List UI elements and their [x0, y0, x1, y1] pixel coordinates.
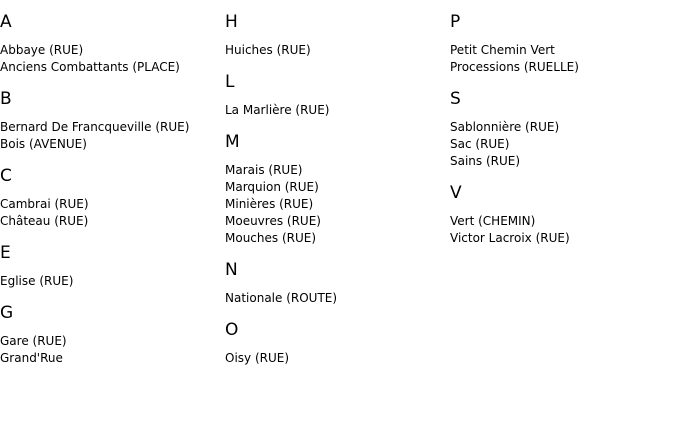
- letter-heading: C: [0, 166, 12, 186]
- street-link[interactable]: Abbaye (RUE): [0, 43, 84, 57]
- street-link[interactable]: Vert (CHEMIN): [450, 214, 536, 228]
- street-link[interactable]: Moeuvres (RUE): [225, 214, 321, 228]
- letter-heading: B: [0, 89, 12, 109]
- letter-heading: H: [225, 12, 238, 32]
- street-link[interactable]: Bernard De Francqueville (RUE): [0, 120, 190, 134]
- street-link[interactable]: Petit Chemin Vert: [450, 43, 555, 57]
- street-link[interactable]: Sac (RUE): [450, 137, 510, 151]
- street-link[interactable]: Eglise (RUE): [0, 274, 74, 288]
- letter-group-g: [0, 303, 220, 367]
- street-list: [450, 119, 670, 170]
- street-link[interactable]: Anciens Combattants (PLACE): [0, 60, 180, 74]
- letter-group-n: [225, 260, 445, 307]
- letter-heading: V: [450, 183, 462, 203]
- street-link[interactable]: Marais (RUE): [225, 163, 303, 177]
- letter-group-l: [225, 72, 445, 119]
- street-list: [450, 213, 670, 247]
- street-list: [0, 42, 220, 76]
- street-link[interactable]: Bois (AVENUE): [0, 137, 87, 151]
- street-link[interactable]: Huiches (RUE): [225, 43, 311, 57]
- street-link[interactable]: Grand'Rue: [0, 351, 63, 365]
- street-link[interactable]: Marquion (RUE): [225, 180, 319, 194]
- letter-heading: A: [0, 12, 12, 32]
- letter-group-h: [225, 12, 445, 59]
- letter-heading: N: [225, 260, 238, 280]
- letter-group-b: [0, 89, 220, 153]
- letter-group-v: [450, 183, 670, 247]
- street-link[interactable]: Gare (RUE): [0, 334, 67, 348]
- street-list: [0, 196, 220, 230]
- street-list: [225, 290, 445, 307]
- letter-group-a: [0, 12, 220, 76]
- letter-group-s: [450, 89, 670, 170]
- letter-group-e: [0, 243, 220, 290]
- street-link[interactable]: Victor Lacroix (RUE): [450, 231, 570, 245]
- street-link[interactable]: Sains (RUE): [450, 154, 521, 168]
- street-link[interactable]: La Marlière (RUE): [225, 103, 330, 117]
- street-list: [0, 119, 220, 153]
- street-index-column-1: [0, 12, 220, 380]
- letter-heading: G: [0, 303, 14, 323]
- street-link[interactable]: Processions (RUELLE): [450, 60, 579, 74]
- street-link[interactable]: Nationale (ROUTE): [225, 291, 338, 305]
- street-list: [450, 42, 670, 76]
- letter-heading: L: [225, 72, 235, 92]
- street-index-column-3: [450, 12, 670, 260]
- letter-heading: S: [450, 89, 461, 109]
- street-link[interactable]: Cambrai (RUE): [0, 197, 89, 211]
- street-list: [0, 333, 220, 367]
- letter-group-p: [450, 12, 670, 76]
- street-list: [225, 42, 445, 59]
- street-link[interactable]: Sablonnière (RUE): [450, 120, 560, 134]
- street-link[interactable]: Minières (RUE): [225, 197, 314, 211]
- letter-group-c: [0, 166, 220, 230]
- street-list: [225, 102, 445, 119]
- street-list: [225, 350, 445, 367]
- street-link[interactable]: Château (RUE): [0, 214, 89, 228]
- street-link[interactable]: Mouches (RUE): [225, 231, 317, 245]
- street-link[interactable]: Oisy (RUE): [225, 351, 290, 365]
- street-index-column-2: [225, 12, 445, 380]
- letter-heading: O: [225, 320, 239, 340]
- letter-heading: P: [450, 12, 461, 32]
- letter-heading: M: [225, 132, 240, 152]
- street-list: [0, 273, 220, 290]
- letter-group-m: [225, 132, 445, 247]
- letter-heading: E: [0, 243, 11, 263]
- street-list: [225, 162, 445, 247]
- letter-group-o: [225, 320, 445, 367]
